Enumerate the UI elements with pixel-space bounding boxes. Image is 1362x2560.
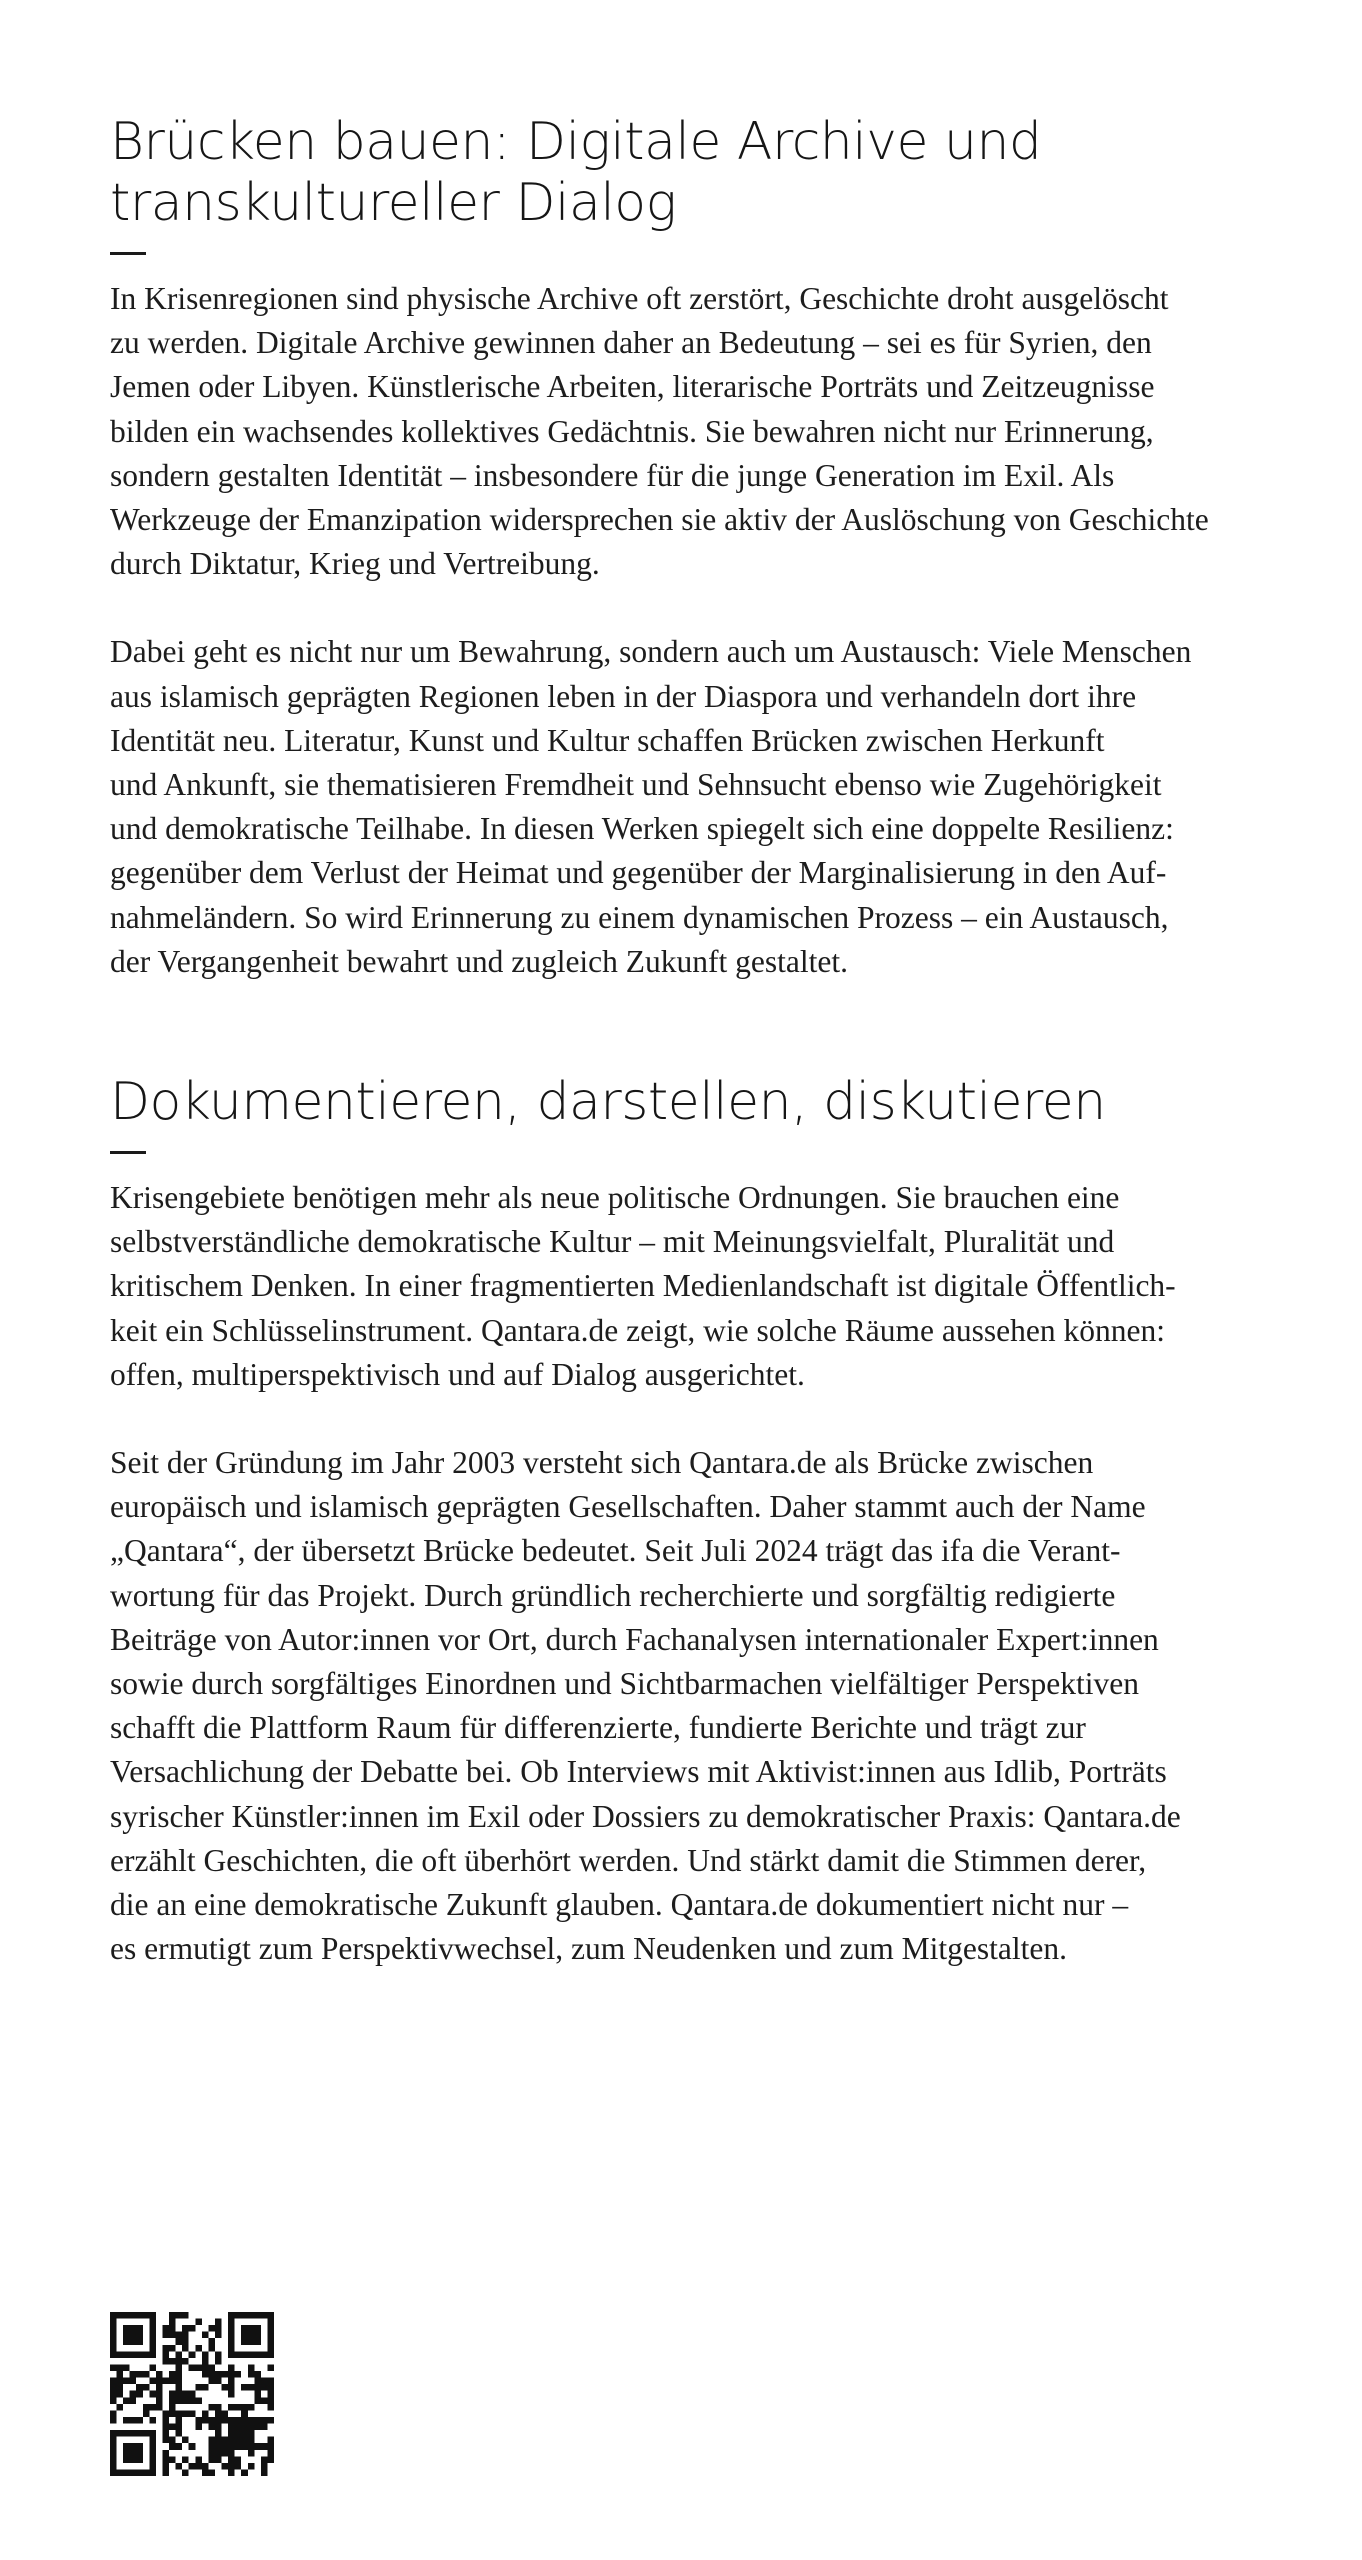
text-line: Krisengebiete benötigen mehr als neue politische Ordnungen. Sie brauchen eine [110, 1180, 1120, 1216]
text-line: kritischem Denken. In einer fragmentierten Medienlandschaft ist digitale Öffentlich- [110, 1268, 1176, 1304]
text-line: sowie durch sorgfältiges Einordnen und Sichtbarmachen vielfältiger Perspektiven [110, 1666, 1140, 1702]
text-line: Beiträge von Autor:innen vor Ort, durch Fachanalysen internationaler Expert:innen [110, 1621, 1159, 1657]
text-line: nahmeländern. So wird Erinnerung zu einem dynamischen Prozess – ein Austausch, [110, 899, 1169, 935]
text-line: europäisch und islamisch geprägten Gesellschaften. Daher stammt auch der Name [110, 1489, 1146, 1525]
text-line: schafft die Plattform Raum für differenzierte, fundierte Berichte und trägt zur [110, 1710, 1086, 1746]
paragraph [110, 277, 1270, 586]
text-line: der Vergangenheit bewahrt und zugleich Zukunft gestaltet. [110, 943, 848, 979]
text-line: und Ankunft, sie thematisieren Fremdheit und Sehnsucht ebenso wie Zugehörigkeit [110, 767, 1162, 803]
text-line: selbstverständliche demokratische Kultur – mit Meinungsvielfalt, Pluralität und [110, 1224, 1115, 1260]
section-bruecken-bauen [110, 112, 1270, 984]
text-line: die an eine demokratische Zukunft glauben. Qantara.de dokumentiert nicht nur – [110, 1887, 1129, 1923]
paragraph [110, 1176, 1270, 1397]
text-line: zu werden. Digitale Archive gewinnen daher an Bedeutung – sei es für Syrien, den [110, 325, 1152, 361]
heading-line: transkultureller Dialog [110, 173, 677, 233]
text-line: In Krisenregionen sind physische Archive oft zerstört, Geschichte droht ausgelöscht [110, 281, 1169, 316]
text-line: syrischer Künstler:innen im Exil oder Dossiers zu demokratischer Praxis: Qantara.de [110, 1798, 1181, 1834]
text-line: es ermutigt zum Perspektivwechsel, zum Neudenken und zum Mitgestalten. [110, 1931, 1068, 1967]
text-line: durch Diktatur, Krieg und Vertreibung. [110, 546, 600, 582]
heading-line: Brücken bauen: Digitale Archive und [110, 112, 1042, 172]
section-heading [110, 112, 1270, 234]
section-dokumentieren [110, 1072, 1270, 1971]
text-line: offen, multiperspektivisch und auf Dialog ausgerichtet. [110, 1356, 805, 1392]
text-line: gegenüber dem Verlust der Heimat und gegenüber der Marginalisierung in den Auf- [110, 855, 1167, 891]
text-line: keit ein Schlüsselinstrument. Qantara.de zeigt, wie solche Räume aussehen können: [110, 1312, 1165, 1348]
text-line: aus islamisch geprägten Regionen leben in der Diaspora und verhandeln dort ihre [110, 678, 1137, 714]
text-line: Werkzeuge der Emanzipation widersprechen sie aktiv der Auslöschung von Geschichte [110, 502, 1209, 538]
paragraph [110, 630, 1270, 984]
heading-rule [110, 252, 146, 255]
text-line: Versachlichung der Debatte bei. Ob Interviews mit Aktivist:innen aus Idlib, Porträts [110, 1754, 1167, 1790]
text-line: Jemen oder Libyen. Künstlerische Arbeiten, literarische Porträts und Zeitzeugnisse [110, 369, 1155, 405]
paragraph [110, 1441, 1270, 1971]
text-line: bilden ein wachsendes kollektives Gedächtnis. Sie bewahren nicht nur Erinnerung, [110, 413, 1154, 449]
text-line: sondern gestalten Identität – insbesondere für die junge Generation im Exil. Als [110, 457, 1115, 493]
article [110, 112, 1270, 1972]
section-heading [110, 1072, 1270, 1133]
text-line: Dabei geht es nicht nur um Bewahrung, sondern auch um Austausch: Viele Menschen [110, 634, 1192, 670]
text-line: und demokratische Teilhabe. In diesen Werken spiegelt sich eine doppelte Resilienz: [110, 811, 1174, 847]
heading-rule [110, 1151, 146, 1154]
text-line: wortung für das Projekt. Durch gründlich recherchierte und sorgfältig redigierte [110, 1577, 1116, 1613]
text-line: Identität neu. Literatur, Kunst und Kultur schaffen Brücken zwischen Herkunft [110, 722, 1105, 758]
qr-code-icon[interactable] [110, 2312, 274, 2476]
text-line: Seit der Gründung im Jahr 2003 versteht sich Qantara.de als Brücke zwischen [110, 1445, 1094, 1481]
text-line: „Qantara“, der übersetzt Brücke bedeutet. Seit Juli 2024 trägt das ifa die Verant- [110, 1533, 1121, 1569]
text-line: erzählt Geschichten, die oft überhört werden. Und stärkt damit die Stimmen derer, [110, 1842, 1147, 1878]
heading-line: Dokumentieren, darstellen, diskutieren [110, 1072, 1106, 1133]
